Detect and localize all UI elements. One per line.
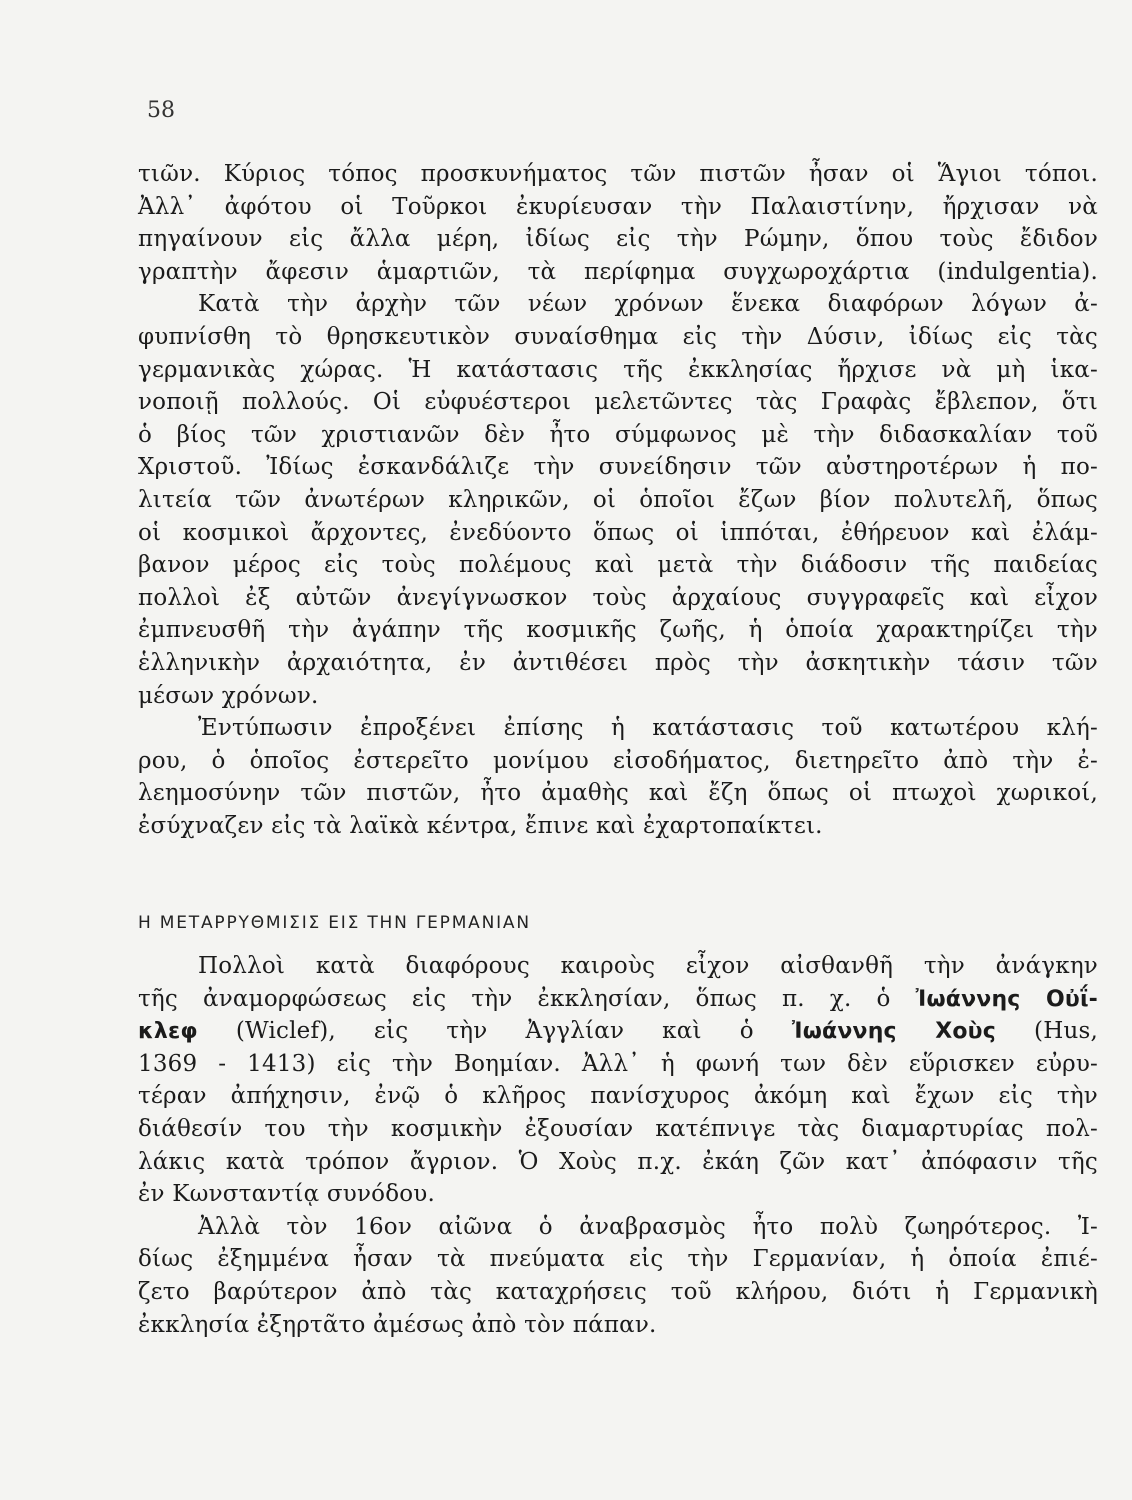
text-line: ἐν Κωνσταντίᾳ συνόδου. [138,1181,435,1208]
text-line: φυπνίσθη τὸ θρησκευτικὸν συναίσθημα εἰς τὴν Δύσιν, ἰδίως εἰς τὰς [138,323,1098,350]
name-bold: Ἰωάννης Οὐΐ- [915,986,1098,1012]
text-line: ἑλληνικὴν ἀρχαιότητα, ἐν ἀντιθέσει πρὸς τὴν ἀσκητικὴν τάσιν τῶν [138,649,1098,676]
text-line: διάθεσίν του τὴν κοσμικὴν ἐξουσίαν κατέπνιγε τὰς διαμαρτυρίας πολ- [138,1115,1098,1142]
text-line: ρου, ὁ ὁποῖος ἐστερεῖτο μονίμου εἰσοδήματος, διετηρεῖτο ἀπὸ τὴν ἐ- [138,747,1098,774]
text-line: Ἀλλ᾿ ἀφότου οἱ Τοῦρκοι ἐκυρίευσαν τὴν Παλαιστίνην, ἤρχισαν νὰ [138,193,1098,220]
text-line: οἱ κοσμικοὶ ἄρχοντες, ἐνεδύοντο ὅπως οἱ ἱππόται, ἐθήρευον καὶ ἐλάμ- [138,519,1098,546]
text-line: βανον μέρος εἰς τοὺς πολέμους καὶ μετὰ τὴν διάδοσιν τῆς παιδείας [138,552,1098,579]
text-line: λιτεία τῶν ἀνωτέρων κληρικῶν, οἱ ὁποῖοι ἔζων βίον πολυτελῆ, ὅπως [138,486,1098,513]
text-line: γερμανικὰς χώρας. Ἡ κατάστασις τῆς ἐκκλησίας ἤρχισε νὰ μὴ ἱκα- [138,356,1098,383]
text-line: τιῶν. Κύριος τόπος προσκυνήματος τῶν πιστῶν ἦσαν οἱ Ἅγιοι τόποι. [138,161,1098,187]
text-line: ζετο βαρύτερον ἀπὸ τὰς καταχρήσεις τοῦ κλήρου, διότι ἡ Γερμανικὴ [138,1278,1098,1305]
text-line [138,1015,1098,1048]
text-line: Κατὰ τὴν ἀρχὴν τῶν νέων χρόνων ἕνεκα διαφόρων λόγων ἀ- [198,291,1098,318]
text-line: 1369 - 1413) εἰς τὴν Βοημίαν. Ἀλλ᾿ ἡ φωνή των δὲν εὕρισκεν εὐρυ- [138,1050,1098,1077]
text-line: ἐσύχναζεν εἰς τὰ λαϊκὰ κέντρα, ἔπινε καὶ ἐχαρτοπαίκτει. [138,812,823,839]
text-line: ἐκκλησία ἐξηρτᾶτο ἀμέσως ἀπὸ τὸν πάπαν. [138,1311,657,1338]
name-bold: κλεφ [138,1019,198,1045]
text-span: (Hus, [995,1018,1098,1045]
text-line: μέσων χρόνων. [138,682,319,709]
text-line: Ἀλλὰ τὸν 16ον αἰῶνα ὁ ἀναβρασμὸς ἦτο πολὺ ζωηρότερος. Ἰ- [198,1213,1098,1240]
text-line: ἐμπνευσθῆ τὴν ἀγάπην τῆς κοσμικῆς ζωῆς, ἡ ὁποία χαρακτηρίζει τὴν [138,617,1098,644]
text-line: Ἐντύπωσιν ἐπροξένει ἐπίσης ἡ κατάστασις τοῦ κατωτέρου κλή- [198,715,1098,742]
paragraph-block-1 [138,158,1098,842]
section-heading: Η ΜΕΤΑΡΡΥΘΜΙΣΙΣ ΕΙΣ ΤΗΝ ΓΕΡΜΑΝΙΑΝ [138,913,531,933]
text-line: ὁ βίος τῶν χριστιανῶν δὲν ἦτο σύμφωνος μὲ τὴν διδασκαλίαν τοῦ [138,421,1098,448]
text-line: λάκις κατὰ τρόπον ἄγριον. Ὁ Χοὺς π.χ. ἐκάη ζῶν κατ᾿ ἀπόφασιν τῆς [138,1148,1098,1175]
text-line: γραπτὴν ἄφεσιν ἁμαρτιῶν, τὰ περίφημα συγχωροχάρτια (indulgentia). [138,258,1098,285]
text-line: τέραν ἀπήχησιν, ἐνῷ ὁ κλῆρος πανίσχυρος ἀκόμη καὶ ἔχων εἰς τὴν [138,1083,1098,1110]
text-line [138,983,1098,1016]
paragraph-block-2 [138,950,1098,1341]
text-line: Χριστοῦ. Ἰδίως ἐσκανδάλιζε τὴν συνείδησιν τῶν αὐστηροτέρων ἡ πο- [138,454,1098,481]
text-line: Πολλοὶ κατὰ διαφόρους καιροὺς εἶχον αἰσθανθῆ τὴν ἀνάγκην [198,953,1098,979]
text-span: τῆς ἀναμορφώσεως εἰς τὴν ἐκκλησίαν, ὅπως π. χ. ὁ [138,985,916,1012]
text-span: (Wiclef), εἰς τὴν Ἀγγλίαν καὶ ὁ [197,1018,792,1045]
text-line: πηγαίνουν εἰς ἄλλα μέρη, ἰδίως εἰς τὴν Ρώμην, ὅπου τοὺς ἔδιδον [138,226,1098,253]
text-line: πολλοὶ ἐξ αὐτῶν ἀνεγίγνωσκον τοὺς ἀρχαίους συγγραφεῖς καὶ εἶχον [138,584,1098,611]
text-line: λεημοσύνην τῶν πιστῶν, ἦτο ἀμαθὴς καὶ ἔζη ὅπως οἱ πτωχοὶ χωρικοί, [138,780,1098,807]
page-number: 58 [147,98,175,123]
text-line: δίως ἐξημμένα ἦσαν τὰ πνεύματα εἰς τὴν Γερμανίαν, ἡ ὁποία ἐπιέ- [138,1246,1098,1273]
name-bold: Ἰωάννης Χοὺς [791,1019,996,1045]
text-line: νοποιῇ πολλούς. Οἱ εὐφυέστεροι μελετῶντες τὰς Γραφὰς ἔβλεπον, ὅτι [138,389,1098,416]
